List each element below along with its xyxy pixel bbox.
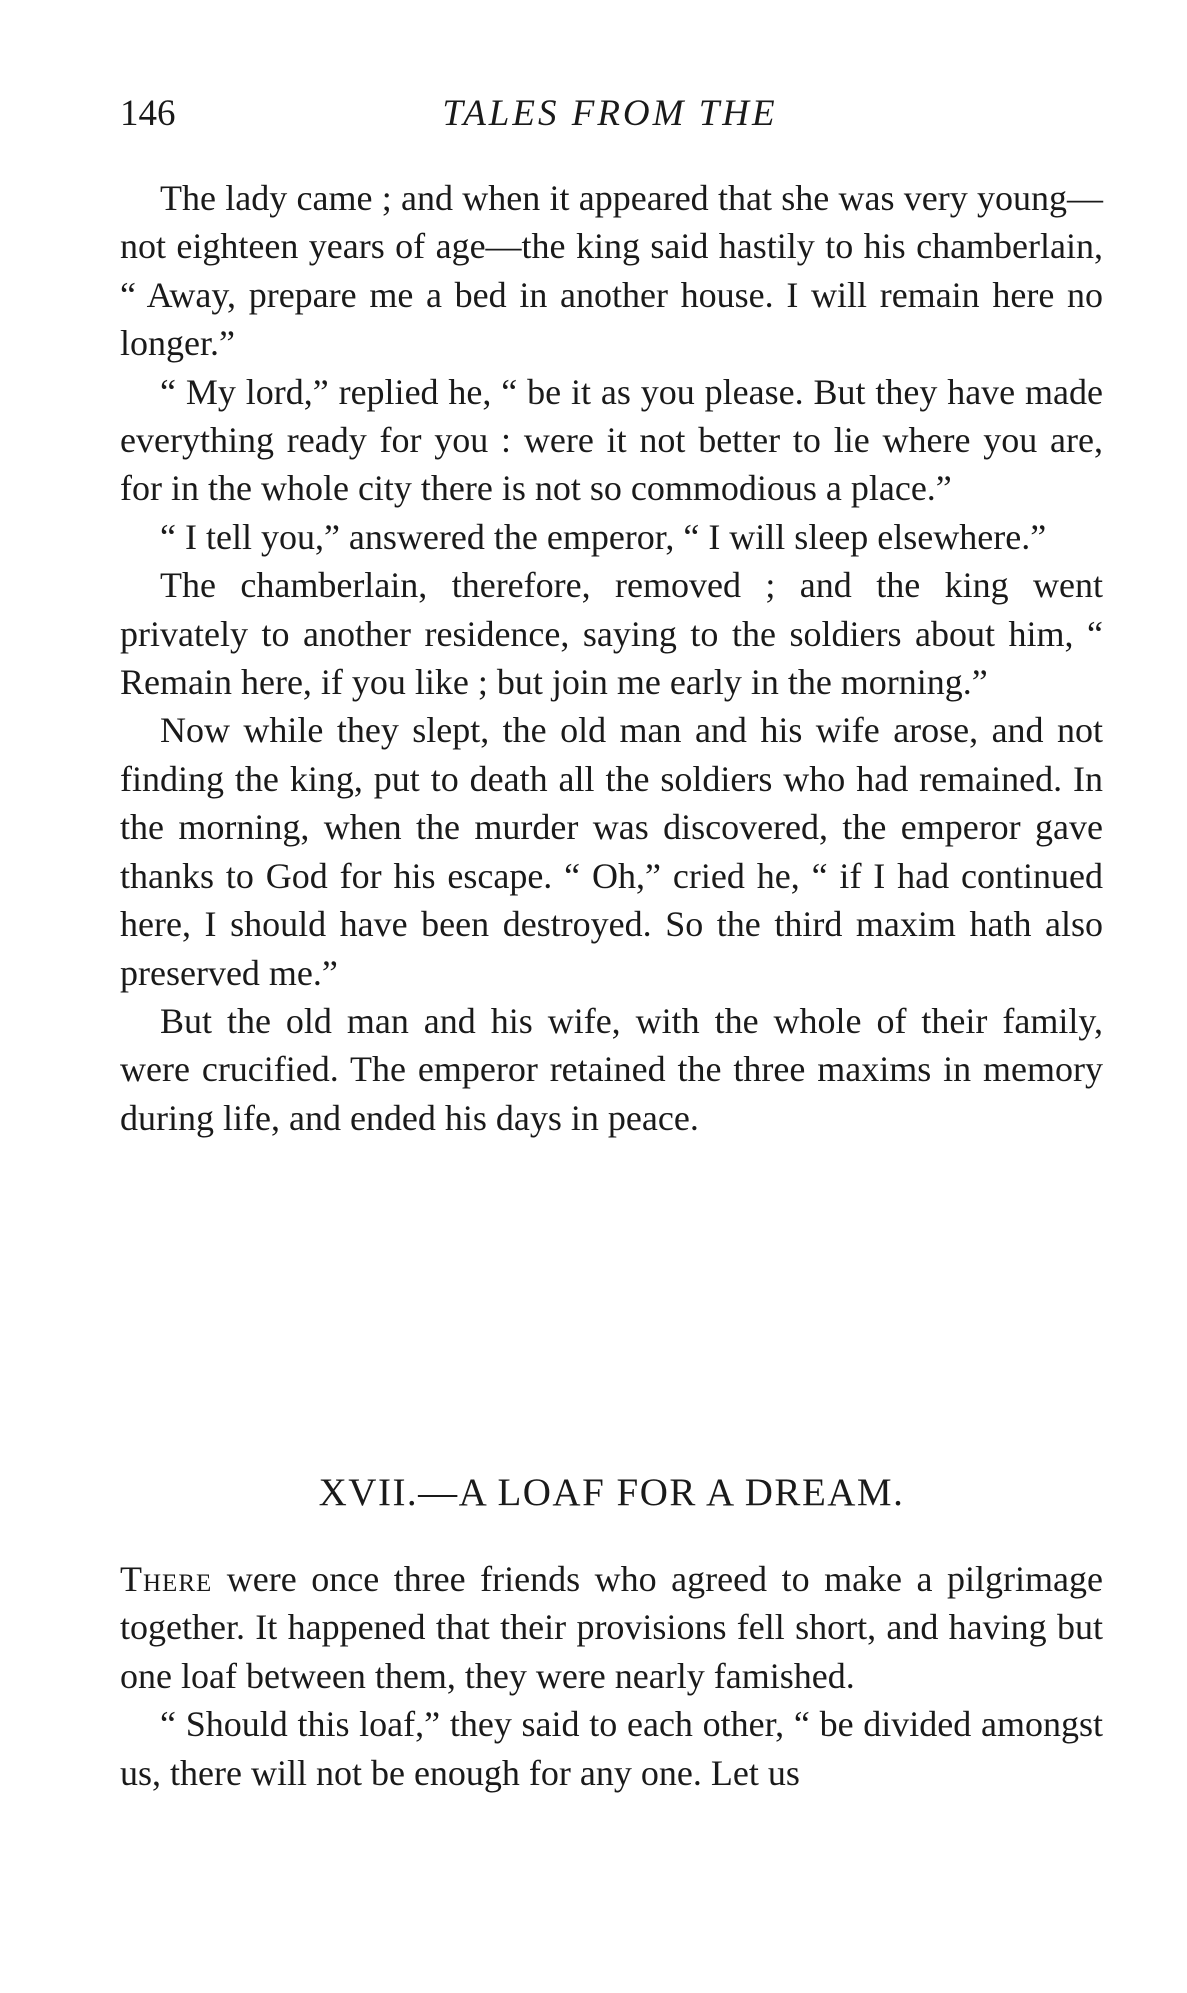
chapter-first-paragraph-text: were once three friends who agreed to make a pilgrimage together. It happened that their provisions fell short, and having but one loaf between them, they were nearly famished. xyxy=(120,1559,1103,1696)
paragraph: Now while they slept, the old man and his wife arose, and not finding the king, put to death all the soldiers who had remained. In the morning, when the murder was discovered, the emperor gave thanks to God for his escape. “ Oh,” cried he, “ if I had continued here, I should have been destroyed. So the third maxim hath also preserved me.” xyxy=(120,710,1103,993)
chapter-lead-word: There xyxy=(120,1559,213,1599)
chapter-heading: XVII.—A LOAF FOR A DREAM. xyxy=(318,1471,905,1514)
paragraph: The lady came ; and when it appeared that she was very young—not eighteen years of age—the king said hastily to his chamberlain, “ Away, prepare me a bed in another house. I will remain here no longer.” xyxy=(120,178,1103,364)
body-text-new-tale xyxy=(120,1555,1103,1797)
paragraph: “ Should this loaf,” they said to each other, “ be divided amongst us, there will not be enough for any one. Let us xyxy=(120,1704,1103,1793)
paragraph: “ My lord,” replied he, “ be it as you please. But they have made everything ready for you : were it not better to lie where you are, for in the whole city there is not so commodious a place.” xyxy=(120,371,1103,509)
chapter-first-paragraph xyxy=(120,1555,1103,1700)
body-text-previous-tale xyxy=(120,174,1103,1142)
running-head xyxy=(120,92,1100,142)
paragraph: The chamberlain, therefore, removed ; and the king went privately to another residence, saying to the soldiers about him, “ Remain here, if you like ; but join me early in the morning.” xyxy=(120,565,1103,703)
paragraph: “ I tell you,” answered the emperor, “ I will sleep elsewhere.” xyxy=(160,516,1047,557)
running-title: TALES FROM THE xyxy=(442,93,778,134)
page-number: 146 xyxy=(120,93,176,134)
paragraph: But the old man and his wife, with the whole of their family, were crucified. The emperor retained the three maxims in memory during life, and ended his days in peace. xyxy=(120,1000,1103,1138)
